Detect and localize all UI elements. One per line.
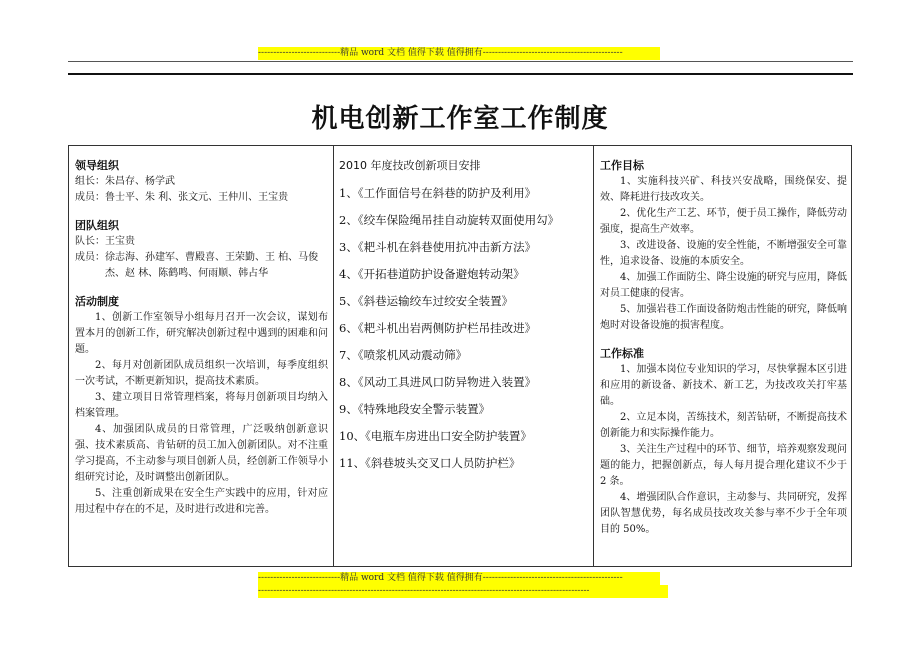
right-column [594, 146, 853, 566]
project-item: 9、《特殊地段安全警示装置》 [339, 402, 491, 416]
activity-paragraph: 2、每月对创新团队成员组织一次培训，每季度组织一次考试，不断更新知识，提高技术素质。 [75, 360, 328, 387]
team-row-key: 队长： [75, 236, 105, 247]
activity-heading: 活动制度 [75, 295, 119, 308]
project-item: 10、《电瓶车房进出口安全防护装置》 [339, 429, 532, 443]
team-row-captain [75, 234, 328, 250]
middle-column [334, 146, 594, 566]
standard-paragraph: 4、增强团队合作意识，主动参与、共同研究，发挥团队智慧优势，每名成员技改攻关参与率不少于全年项目的 50%。 [600, 492, 847, 535]
footer-banner-dashes: ------------------------------------------------------------------------------------------------------------- [258, 585, 668, 598]
leader-row-value: 朱昌存、杨学武 [105, 176, 175, 187]
left-column [69, 146, 334, 566]
project-item: 5、《斜巷运输绞车过绞安全装置》 [339, 294, 514, 308]
goal-heading: 工作目标 [600, 159, 644, 172]
standard-paragraph: 3、关注生产过程中的环节、细节，培养观察发现问题的能力，把握创新点，每人每月提合理化建议不少于 2 条。 [600, 444, 847, 487]
goal-paragraph: 1、实施科技兴矿、科技兴安战略，围绕保安、提效、降耗进行技改攻关。 [600, 176, 847, 203]
team-row-key: 成员： [75, 252, 105, 263]
team-row-value: 徐志海、孙建军、曹殿喜、王荣勤、王 柏、马俊杰、赵 林、陈鹤鸣、何雨顺、韩占华 [105, 252, 319, 279]
leader-row-key: 组长： [75, 176, 105, 187]
standard-heading: 工作标准 [600, 347, 644, 360]
team-row-members [75, 250, 328, 282]
header-rule-thick [68, 73, 853, 75]
standard-paragraph: 1、加强本岗位专业知识的学习，尽快掌握本区引进和应用的新设备、新技术、新工艺，为技改攻关打牢基础。 [600, 364, 847, 407]
project-item: 4、《开拓巷道防护设备避炮转动架》 [339, 267, 525, 281]
header-banner: ---------------------------精品 word 文档 值得下载 值得拥有---------------------------------------------- [258, 47, 660, 60]
goal-paragraph: 5、加强岩巷工作面设备防炮击性能的研究，降低响炮时对设备设施的损害程度。 [600, 304, 847, 331]
project-item: 7、《喷浆机风动震动筛》 [339, 348, 468, 362]
project-item: 2、《绞车保险绳吊挂自动旋转双面使用勾》 [339, 213, 560, 227]
goal-paragraph: 3、改进设备、设施的安全性能，不断增强安全可靠性，追求设备、设施的本质安全。 [600, 240, 847, 267]
activity-paragraph: 3、建立项目日常管理档案，将每月创新项目均纳入档案管理。 [75, 392, 328, 419]
team-heading: 团队组织 [75, 219, 119, 232]
goal-paragraph: 4、加强工作面防尘、降尘设施的研究与应用，降低对员工健康的侵害。 [600, 272, 847, 299]
activity-paragraph: 5、注重创新成果在安全生产实践中的应用，针对应用过程中存在的不足，及时进行改进和完善。 [75, 488, 328, 515]
document-title: 机电创新工作室工作制度 [311, 104, 609, 134]
project-item: 11、《斜巷坡头交叉口人员防护栏》 [339, 456, 521, 470]
leader-row-chief [75, 174, 328, 190]
leader-heading: 领导组织 [75, 159, 119, 172]
project-item: 8、《风动工具进风口防异物进入装置》 [339, 375, 537, 389]
leader-row-value: 鲁士平、朱 利、张文元、王仲川、王宝贵 [105, 192, 289, 203]
goal-paragraph: 2、优化生产工艺、环节，便于员工操作，降低劳动强度，提高生产效率。 [600, 208, 847, 235]
projects-heading: 2010 年度技改创新项目安排 [339, 159, 481, 172]
project-item: 1、《工作面信号在斜巷的防护及利用》 [339, 186, 537, 200]
team-row-value: 王宝贵 [105, 236, 135, 247]
leader-row-members [75, 190, 328, 206]
footer-banner: ---------------------------精品 word 文档 值得下载 值得拥有---------------------------------------------- [258, 572, 660, 585]
activity-paragraph: 4、加强团队成员的日常管理，广泛吸纳创新意识强、技术素质高、肯钻研的员工加入创新团队。对不注重学习提高，不主动参与项目创新人员，经创新工作领导小组研究讨论，及时调整出创新团队。 [75, 424, 328, 483]
activity-paragraph: 1、创新工作室领导小组每月召开一次会议，谋划布置本月的创新工作，研究解决创新过程中遇到的困难和问题。 [75, 312, 328, 355]
project-item: 6、《耙斗机出岩两侧防护栏吊挂改进》 [339, 321, 537, 335]
content-table [68, 145, 852, 567]
leader-row-key: 成员： [75, 192, 105, 203]
project-item: 3、《耙斗机在斜巷使用抗冲击新方法》 [339, 240, 537, 254]
standard-paragraph: 2、立足本岗，苦练技术，刻苦钻研，不断提高技术创新能力和实际操作能力。 [600, 412, 847, 439]
header-rule-thin [68, 61, 853, 62]
